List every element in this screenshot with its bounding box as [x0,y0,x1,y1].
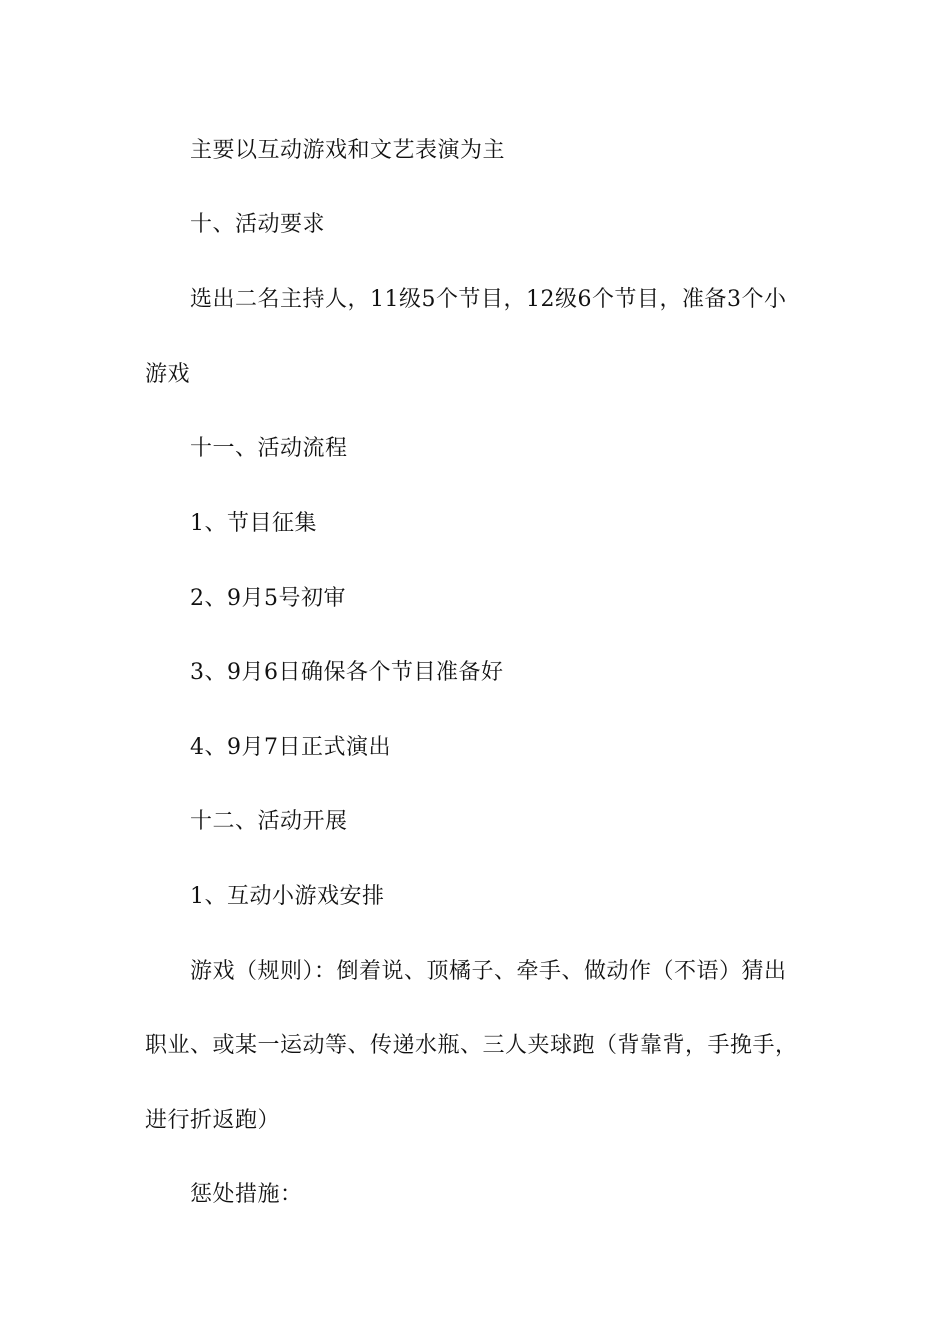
list-item-process-4: 4、9月7日正式演出 [190,735,391,760]
paragraph-requirements-line2: 游戏 [145,362,191,387]
heading-penalty-measures: 惩处措施： [190,1182,303,1207]
heading-activity-development: 十二、活动开展 [190,809,348,834]
paragraph-game-rules-line3: 进行折返跑） [145,1108,281,1133]
list-item-process-2: 2、9月5号初审 [190,586,346,611]
paragraph-requirements-line1: 选出二名主持人，11级5个节目，12级6个节目，准备3个小 [190,287,787,312]
paragraph-game-rules-line2: 职业、或某一运动等、传递水瓶、三人夹球跑（背靠背，手挽手， [145,1033,798,1058]
heading-process: 十一、活动流程 [190,436,348,461]
heading-requirements: 十、活动要求 [190,212,326,237]
list-item-games-arrangement: 1、互动小游戏安排 [190,884,385,909]
list-item-process-1: 1、节目征集 [190,511,317,536]
paragraph-activity-content: 主要以互动游戏和文艺表演为主 [190,138,506,163]
list-item-process-3: 3、9月6日确保各个节目准备好 [190,660,504,685]
paragraph-game-rules-line1: 游戏（规则）：倒着说、顶橘子、牵手、做动作（不语）猜出 [190,959,787,984]
